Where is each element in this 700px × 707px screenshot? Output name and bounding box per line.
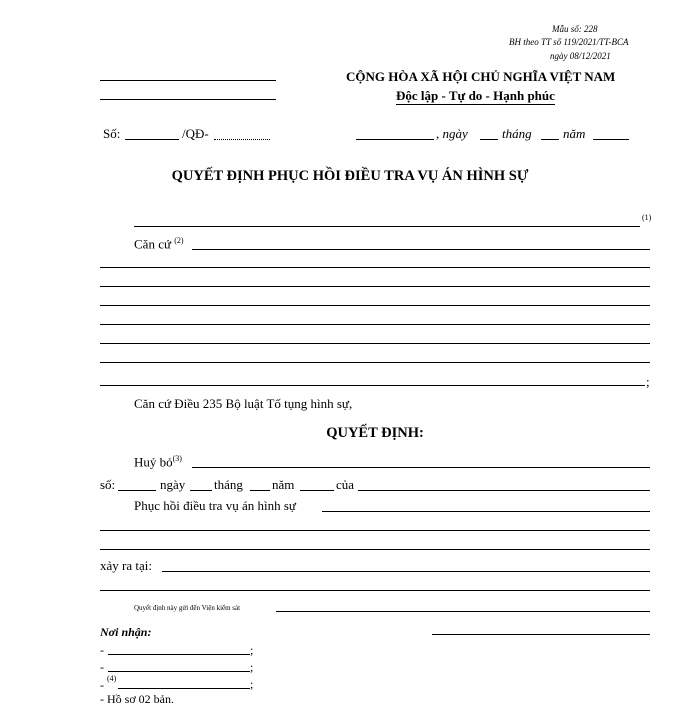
can-cu-line-1 (100, 267, 650, 268)
date-day-blank (480, 139, 498, 140)
phuc-hoi-line-0 (322, 511, 650, 512)
form-code-line1: Mẫu số: 228 (552, 24, 598, 34)
date-ngay: , ngày (436, 126, 468, 141)
document-title: QUYẾT ĐỊNH PHỤC HỒI ĐIỀU TRA VỤ ÁN HÌNH SỰ (171, 168, 529, 184)
form-code-line3: ngày 08/12/2021 (550, 51, 611, 61)
recipient-2-dash: - (100, 660, 104, 674)
huy-bo-line (192, 467, 650, 468)
xay-ra-tai-line-1 (100, 590, 650, 591)
so-row-year-blank (300, 490, 334, 491)
date-year-blank (593, 139, 629, 140)
huy-bo-label (134, 454, 182, 470)
can-cu-semicolon: ; (646, 374, 650, 389)
so-row-ngay: ngày (160, 477, 186, 492)
recipient-1-line (108, 654, 250, 655)
can-cu-line-0 (192, 249, 650, 250)
note-4: (4) (107, 674, 117, 683)
can-cu-line-5 (100, 343, 650, 344)
xay-ra-tai-label: xảy ra tại: (100, 558, 152, 573)
date-thang: tháng (502, 126, 532, 141)
date-nam: năm (563, 126, 586, 141)
huy-bo-text: Huỷ bỏ (134, 454, 173, 470)
recipient-1-dash: - (100, 643, 104, 657)
xay-ra-tai-line-0 (162, 571, 650, 572)
can-cu-line-2 (100, 286, 650, 287)
can-cu-line-6 (100, 362, 650, 363)
phuc-hoi-label: Phục hồi điều tra vụ án hình sự (134, 498, 296, 513)
so-row-nam: năm (272, 477, 295, 492)
phuc-hoi-line-2 (100, 549, 650, 550)
note-3: (3) (172, 454, 182, 463)
can-cu-text: Căn cứ (134, 236, 172, 252)
issuer-line (134, 226, 640, 227)
recipient-3-semi: ; (250, 677, 254, 691)
qd-blank (214, 139, 270, 140)
recipient-2-semi: ; (250, 660, 254, 674)
decision-heading: QUYẾT ĐỊNH: (326, 425, 424, 441)
note-1 (642, 213, 651, 222)
so-row-label: số: (100, 477, 116, 492)
gui-vien-label: Quyết định này gửi đến Viện kiểm sát (134, 604, 241, 612)
so-row-day-blank (190, 490, 212, 491)
can-cu-label (134, 236, 184, 252)
can-cu-dieu-235: Căn cứ Điều 235 Bộ luật Tố tụng hình sự, (134, 396, 353, 411)
note-2: (2) (174, 236, 184, 245)
phuc-hoi-line-1 (100, 530, 650, 531)
motto: Độc lập - Tự do - Hạnh phúc (396, 88, 555, 103)
recipient-3-dash: - (100, 678, 104, 692)
recipient-3-line (118, 688, 250, 689)
noi-nhan-label: Nơi nhận: (100, 625, 152, 639)
signature-line (432, 634, 650, 635)
country-name: CỘNG HÒA XÃ HỘI CHỦ NGHĨA VIỆT NAM (346, 69, 616, 84)
recipient-2-line (108, 671, 250, 672)
form-code-line2: BH theo TT số 119/2021/TT-BCA (509, 37, 629, 47)
note-1-text: (1) (642, 213, 652, 222)
so-row-cua-line (358, 490, 650, 491)
can-cu-line-3 (100, 305, 650, 306)
ho-so-label: - Hồ sơ 02 bản. (100, 692, 175, 706)
so-row-month-blank (250, 490, 270, 491)
can-cu-line-7 (100, 385, 645, 386)
so-label: Số: (103, 126, 121, 141)
so-row-blank (118, 490, 156, 491)
recipient-1-semi: ; (250, 643, 254, 657)
can-cu-line-4 (100, 324, 650, 325)
so-row-thang: tháng (214, 477, 243, 492)
agency-line-2 (100, 99, 276, 100)
date-month-blank (541, 139, 559, 140)
agency-line-1 (100, 80, 276, 81)
so-row-cua: của (336, 477, 355, 492)
so-blank (125, 139, 179, 140)
qd-label: /QĐ- (182, 126, 209, 141)
gui-vien-line (276, 611, 650, 612)
place-blank (356, 139, 434, 140)
